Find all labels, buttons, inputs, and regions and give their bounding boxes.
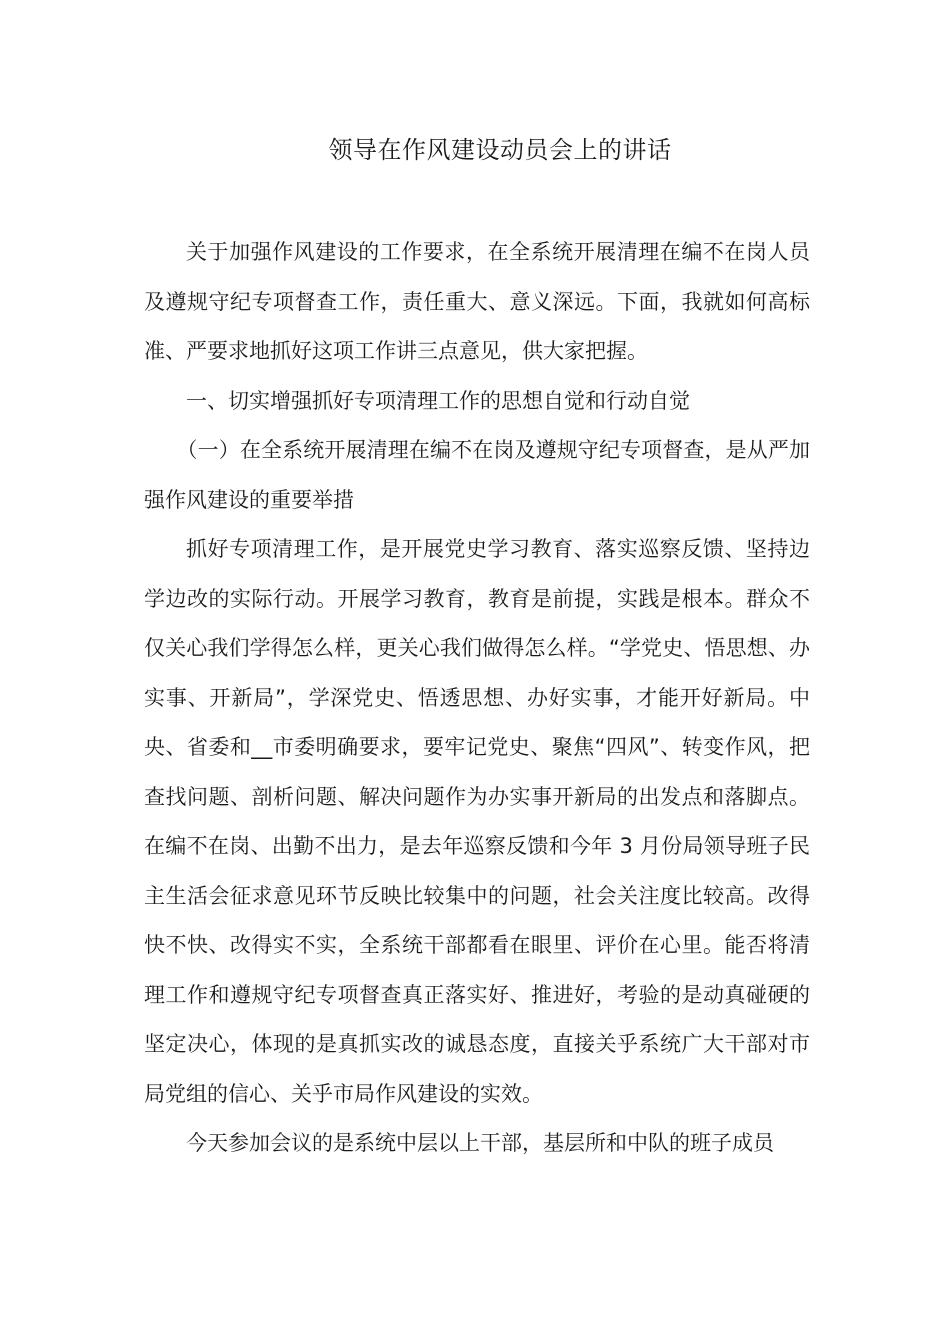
body-paragraph-2: 今天参加会议的是系统中层以上干部，基层所和中队的班子成员 [186, 1131, 774, 1155]
subsection-heading-1: （一）在全系统开展清理在编不在岗及遵规守纪专项督查，是从严加强作风建设的重要举措 [144, 438, 810, 512]
body-paragraph-1: 抓好专项清理工作，是开展党史学习教育、落实巡察反馈、坚持边学边改的实际行动。开展学习教育，教育是前提，实践是根本。群众不仅关心我们学得怎么样，更关心我们做得怎么样。“学党史、悟思想、办实事、开新局”，学深党史、悟透思想、办好实事，才能开好新局。中央、省委和__市委明确要求，要牢记党史、聚焦“四风”、转变作风，把查找问题、剖析问题、解决问题作为办实事开新局的出发点和落脚点。在编不在岗、出勤不出力，是去年巡察反馈和今年 3 月份局领导班子民主生活会征求意见环节反映比较集中的问题，社会关注度比较高。改得快不快、改得实不实，全系统干部都看在眼里、评价在心里。能否将清理工作和遵规守纪专项督查真正落实好、推进好，考验的是动真碰硬的坚定决心，体现的是真抓实改的诚恳态度，直接关乎系统广大干部对市局党组的信心、关乎市局作风建设的实效。 [144, 537, 810, 1106]
document-title: 领导在作风建设动员会上的讲话 [328, 136, 672, 164]
section-heading-1: 一、切实增强抓好专项清理工作的思想自觉和行动自觉 [186, 388, 690, 413]
document-body [144, 228, 810, 1169]
intro-paragraph: 关于加强作风建设的工作要求，在全系统开展清理在编不在岗人员及遵规守纪专项督查工作，责任重大、意义深远。下面，我就如何高标准、严要求地抓好这项工作讲三点意见，供大家把握。 [144, 240, 810, 363]
